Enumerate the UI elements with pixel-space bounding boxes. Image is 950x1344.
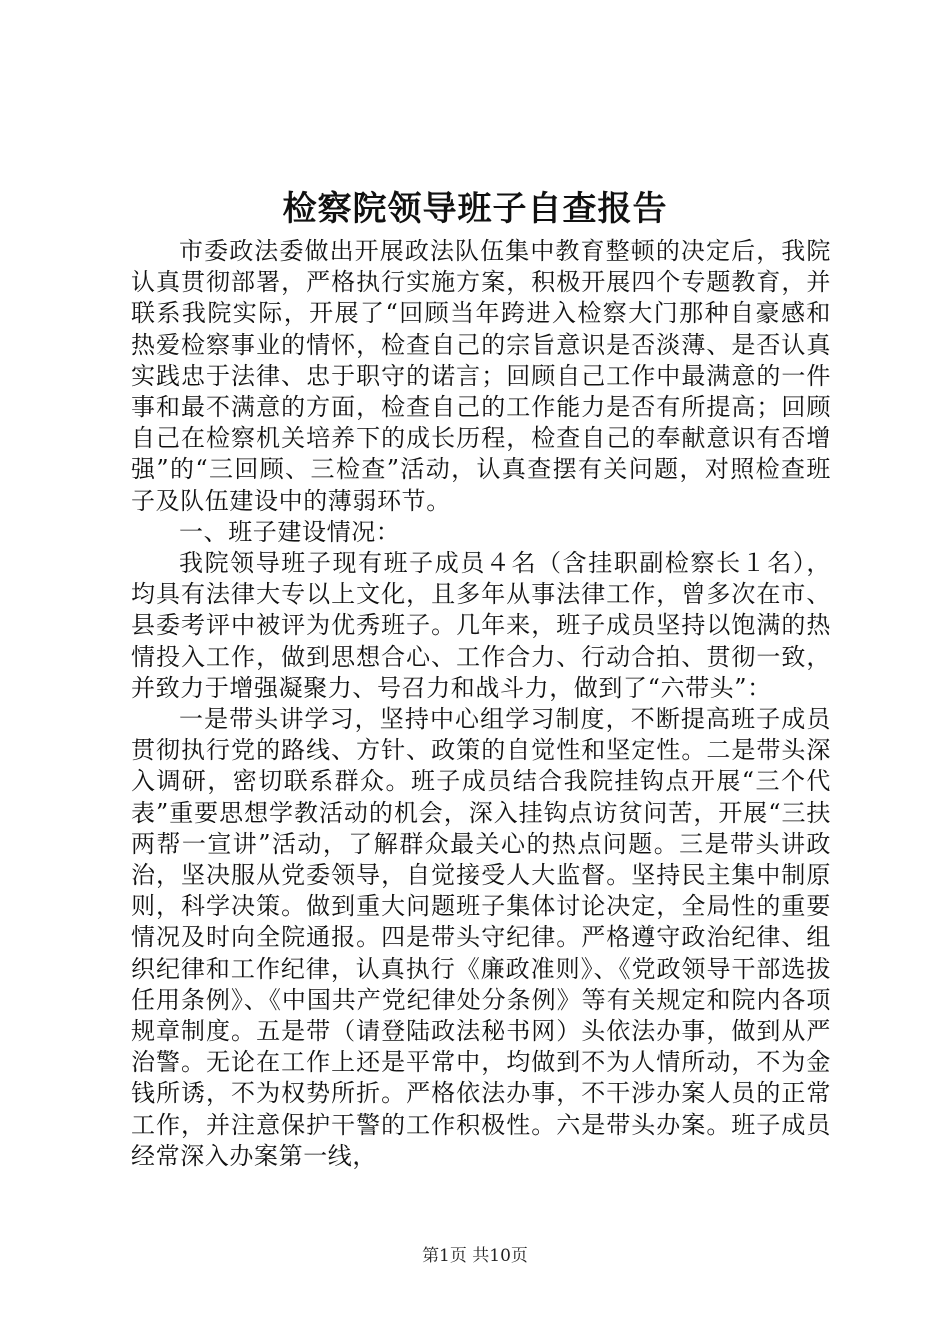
page-number-footer: 第1页 共10页 <box>422 1246 528 1266</box>
document-title: 检察院领导班子自查报告 <box>282 189 668 229</box>
paragraph-team-overview: 我院领导班子现有班子成员４名（含挂职副检察长１名），均具有法律大专以上文化，且多年从事法律工作，曾多次在市、县委考评中被评为优秀班子。几年来，班子成员坚持以饱满的热情投入工作，做到思想合心、工作合力、行动合拍、贯彻一致，并致力于增强凝聚力、号召力和战斗力，做到了“六带头”： <box>131 549 831 702</box>
paragraph-intro: 市委政法委做出开展政法队伍集中教育整顿的决定后，我院认真贯彻部署，严格执行实施方案，积极开展四个专题教育，并联系我院实际，开展了“回顾当年跨进入检察大门那种自豪感和热爱检察事业的情怀，检查自己的宗旨意识是否淡薄、是否认真实践忠于法律、忠于职守的诺言；回顾自己工作中最满意的一件事和最不满意的方面，检查自己的工作能力是否有所提高；回顾自己在检察机关培养下的成长历程，检查自己的奉献意识有否增强”的“三回顾、三检查”活动，认真查摆有关问题，对照检查班子及队伍建设中的薄弱环节。 <box>131 237 831 515</box>
document-body <box>131 236 831 1172</box>
section-heading: 一、班子建设情况： <box>179 517 401 546</box>
paragraph-six-leads: 一是带头讲学习，坚持中心组学习制度，不断提高班子成员贯彻执行党的路线、方针、政策的自觉性和坚定性。二是带头深入调研，密切联系群众。班子成员结合我院挂钩点开展“三个代表”重要思想学教活动的机会，深入挂钩点访贫问苦，开展“三扶两帮一宣讲”活动，了解群众最关心的热点问题。三是带头讲政治，坚决服从党委领导，自觉接受人大监督。坚持民主集中制原则，科学决策。做到重大问题班子集体讨论决定，全局性的重要情况及时向全院通报。四是带头守纪律。严格遵守政治纪律、组织纪律和工作纪律，认真执行《廉政准则》、《党政领导干部选拔任用条例》、《中国共产党纪律处分条例》等有关规定和院内各项规章制度。五是带（请登陆政法秘书网）头依法办事，做到从严治警。无论在工作上还是平常中，均做到不为人情所动，不为金钱所诱，不为权势所折。严格依法办事，不干涉办案人员的正常工作，并注意保护干警的工作积极性。六是带头办案。班子成员经常深入办案第一线， <box>131 705 831 1170</box>
